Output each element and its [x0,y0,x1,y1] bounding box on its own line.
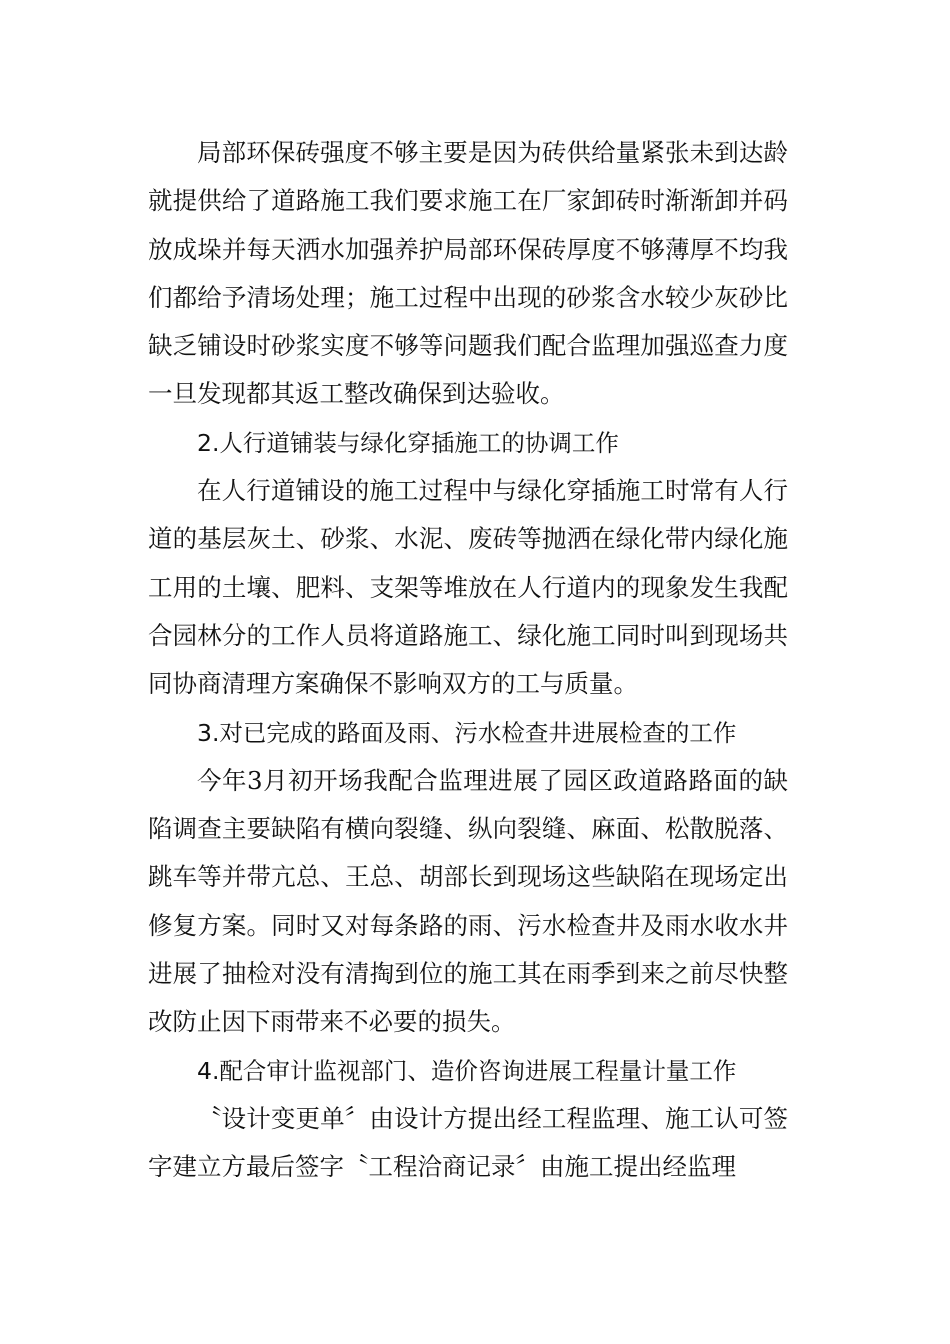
heading-road-manhole-inspection: 3.对已完成的路面及雨、污水检查井进展检查的工作 [197,718,737,747]
paragraph-road-inspection: 今年3月初开场我配合监理进展了园区政道路路面的缺陷调查主要缺陷有横向裂缝、纵向裂缝、麻面、松散脱落、跳车等并带亢总、王总、胡部长到现场这些缺陷在现场定出修复方案。同时又对每条路的雨、污水检查井及雨水收水井进展了抽检对没有清掏到位的施工其在雨季到来之前尽快整改防止因下雨带来不必要的损失。 [148,765,788,1037]
paragraph-sidewalk-greening: 在人行道铺设的施工过程中与绿化穿插施工时常有人行道的基层灰土、砂浆、水泥、废砖等抛洒在绿化带内绿化施工用的土壤、肥料、支架等堆放在人行道内的现象发生我配合园林分的工作人员将道路施工、绿化施工同时叫到现场共同协商清理方案确保不影响双方的工与质量。 [148,476,788,699]
paragraph-design-change: 〝设计变更单〞由设计方提出经工程监理、施工认可签字建立方最后签字〝工程洽商记录〞由施工提出经监理 [148,1103,788,1182]
heading-sidewalk-greening-coordination: 2.人行道铺装与绿化穿插施工的协调工作 [197,428,619,457]
document-page [148,129,788,1192]
heading-audit-quantity-measurement: 4.配合审计监视部门、造价咨询进展工程量计量工作 [197,1056,737,1085]
paragraph-eco-brick-quality: 局部环保砖强度不够主要是因为砖供给量紧张未到达龄就提供给了道路施工我们要求施工在厂家卸砖时渐渐卸并码放成垛并每天洒水加强养护局部环保砖厚度不够薄厚不均我们都给予清场处理；施工过程中出现的砂浆含水较少灰砂比缺乏铺设时砂浆实度不够等问题我们配合监理加强巡查力度一旦发现都其返工整改确保到达验收。 [148,138,788,409]
